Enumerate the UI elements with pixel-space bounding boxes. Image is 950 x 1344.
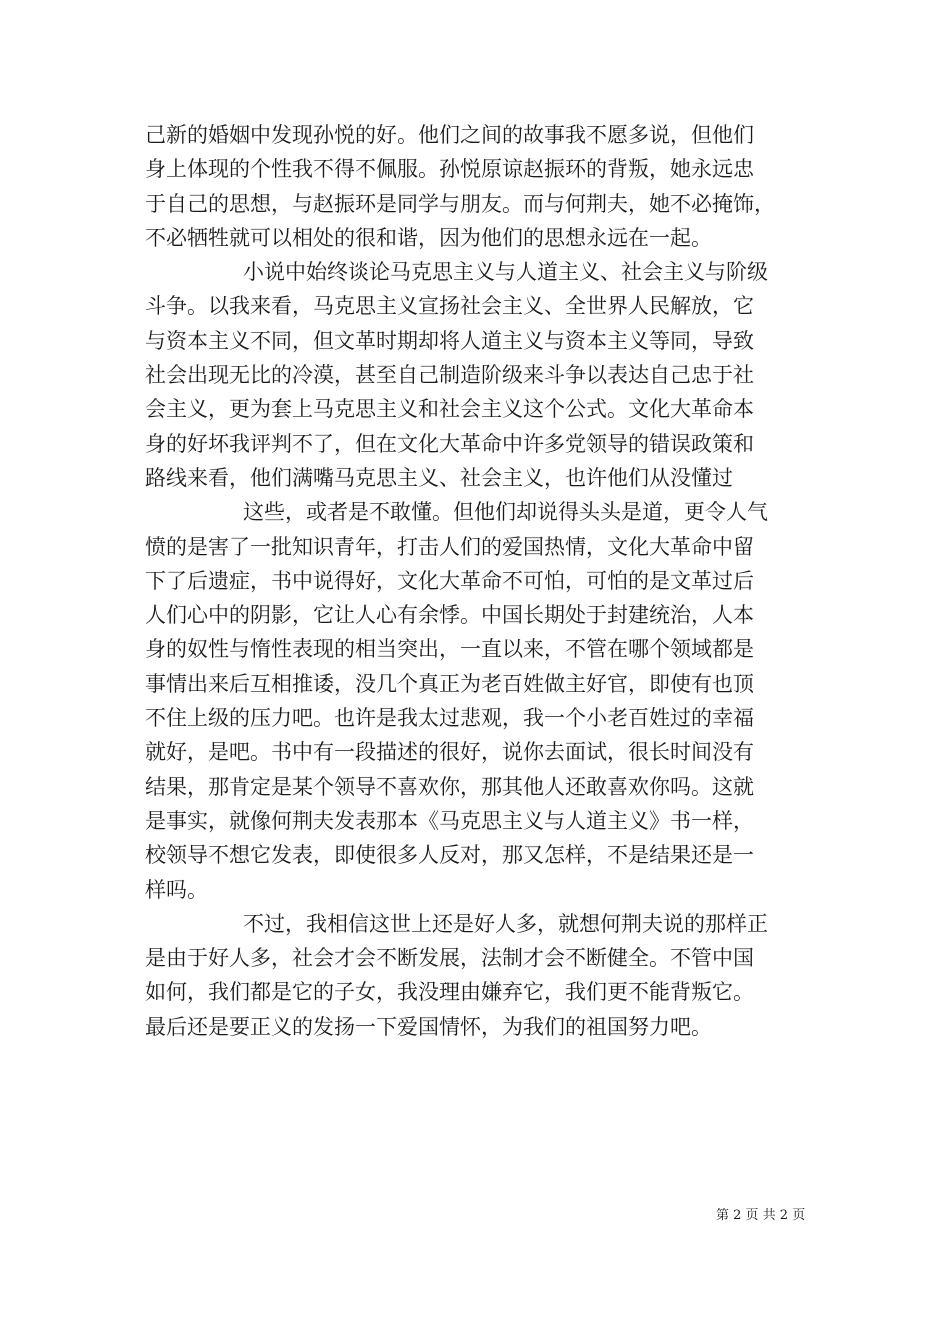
text-line: 是由于好人多，社会才会不断发展，法制才会不断健全。不管中国 — [145, 946, 754, 971]
text-line: 是事实，就像何荆夫发表那本《马克思主义与人道主义》书一样， — [145, 808, 754, 833]
text-line: 校领导不想它发表，即使很多人反对，那又怎样，不是结果还是一 — [145, 843, 754, 868]
text-line: 己新的婚姻中发现孙悦的好。他们之间的故事我不愿多说，但他们 — [145, 123, 754, 147]
text-line: 于自己的思想，与赵振环是同学与朋友。而与何荆夫，她不必掩饰， — [145, 191, 775, 216]
text-line: 路线来看，他们满嘴马克思主义、社会主义，也许他们从没懂过 — [145, 465, 733, 490]
text-line: 结果，那肯定是某个领导不喜欢你，那其他人还敢喜欢你吗。这就 — [145, 774, 754, 799]
text-line: 愤的是害了一批知识青年，打击人们的爱国热情，文化大革命中留 — [145, 534, 754, 559]
text-line: 不必牺牲就可以相处的很和谐，因为他们的思想永远在一起。 — [145, 225, 712, 250]
text-line: 身上体现的个性我不得不佩服。孙悦原谅赵振环的背叛，她永远忠 — [145, 157, 754, 182]
text-line: 身的好坏我评判不了，但在文化大革命中许多党领导的错误政策和 — [145, 431, 754, 456]
text-line: 小说中始终谈论马克思主义与人道主义、社会主义与阶级 — [243, 260, 768, 285]
text-line: 身的奴性与惰性表现的相当突出，一直以来，不管在哪个领域都是 — [145, 637, 754, 662]
text-line: 不过，我相信这世上还是好人多，就想何荆夫说的那样正 — [243, 911, 768, 936]
text-line: 与资本主义不同，但文革时期却将人道主义与资本主义等同，导致 — [145, 328, 754, 353]
text-line: 这些，或者是不敢懂。但他们却说得头头是道，更令人气 — [243, 500, 768, 525]
text-line: 不住上级的压力吧。也许是我太过悲观，我一个小老百姓过的幸福 — [145, 706, 754, 731]
page-number-footer: 第 2 页 共 2 页 — [716, 1208, 806, 1223]
text-line: 就好，是吧。书中有一段描述的很好，说你去面试，很长时间没有 — [145, 740, 754, 765]
text-line: 社会出现无比的冷漠，甚至自己制造阶级来斗争以表达自己忠于社 — [145, 363, 754, 388]
text-line: 斗争。以我来看，马克思主义宣扬社会主义、全世界人民解放，它 — [145, 294, 754, 319]
text-line: 人们心中的阴影，它让人心有余悸。中国长期处于封建统治，人本 — [145, 603, 754, 628]
text-line: 下了后遗症，书中说得好，文化大革命不可怕，可怕的是文革过后 — [145, 568, 754, 593]
text-line: 最后还是要正义的发扬一下爱国情怀，为我们的祖国努力吧。 — [145, 1014, 712, 1039]
text-line: 事情出来后互相推诿，没几个真正为老百姓做主好官，即使有也顶 — [145, 671, 754, 696]
text-line: 样吗。 — [145, 877, 208, 902]
text-line: 会主义，更为套上马克思主义和社会主义这个公式。文化大革命本 — [145, 397, 754, 422]
text-line: 如何，我们都是它的子女，我没理由嫌弃它，我们更不能背叛它。 — [145, 980, 754, 1005]
document-body — [145, 118, 810, 1044]
